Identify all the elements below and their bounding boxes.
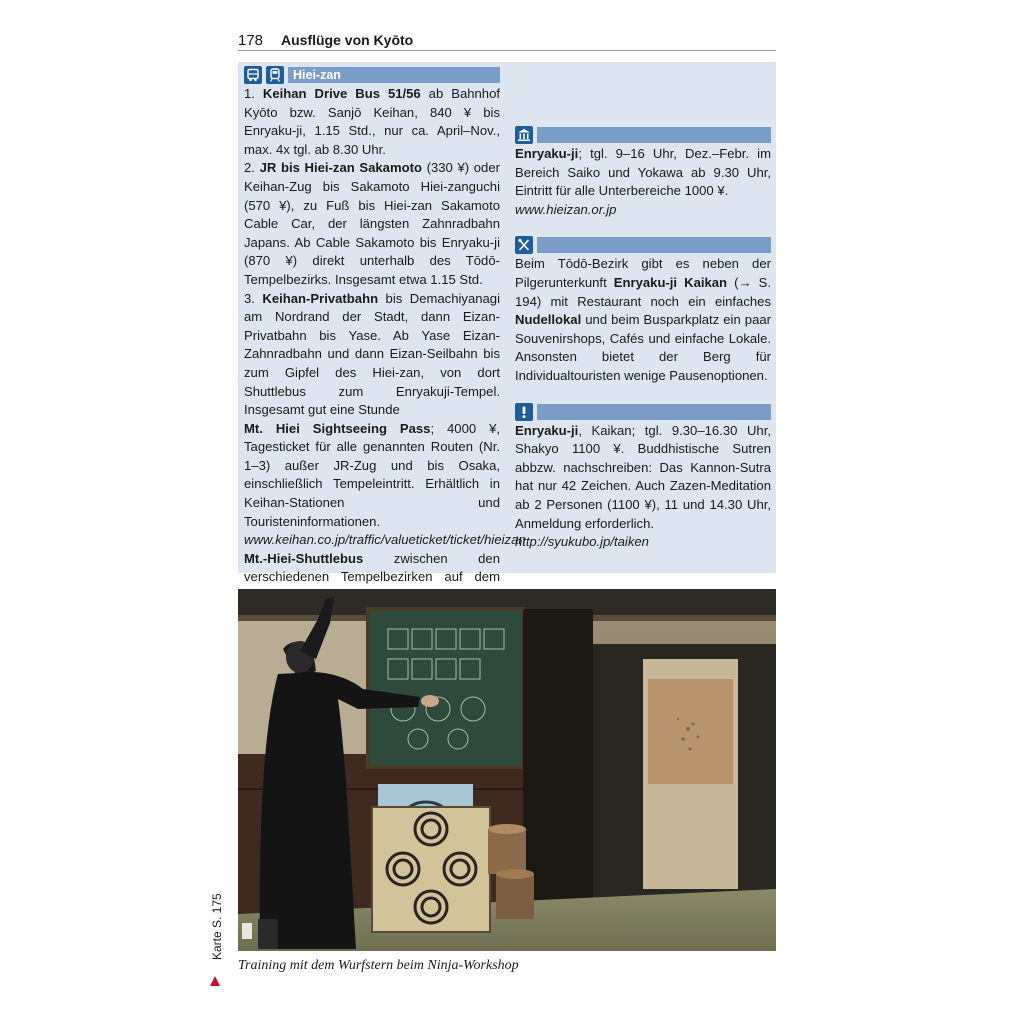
section-header-food [515,236,771,254]
section-title-sight [537,127,771,143]
hieizan-link[interactable]: www.hieizan.or.jp [515,201,617,217]
photo-caption: Training mit dem Wurfstern beim Ninja-Workshop [238,958,519,973]
shuttlebus-info: Mt.-Hiei-Shuttlebus zwischen den verschiedenen Tempelbezirken auf dem [244,550,500,585]
page-number: 178 [238,32,264,49]
bus-icon [244,66,262,84]
shakyo-info: Enryaku-ji, Kaikan; tgl. 9.30–16.30 Uhr, Shakyo 1100 ¥. Buddhistische Sutren abbzw. nachschreiben: Das Kannon-Sutra hat nur 42 Zeichen. Auch Zazen-Meditation ab 2 Personen (1100 ¥), 11 und 14.30 Uhr, Anmeldung erforderlich. [515,422,771,531]
photo-illustration [238,589,776,951]
transport-route-1: 1. Keihan Drive Bus 51/56 ab Bahnhof Kyōto bzw. Sanjō Keihan, 840 ¥ bis Enryaku-ji, 1.15 Std., nur ca. April–Nov., max. 4x tgl. ab 8.30 Uhr. [244,86,501,157]
cutlery-icon [515,236,533,254]
food-info: Beim Tōdō-Bezirk gibt es neben der Pilgerunterkunft Enryaku-ji Kaikan (→ S. 194) mit Restaurant noch ein einfaches Nudellokal und beim Busparkplatz ein paar Souvenirshops, Cafés und einfache Lokale. Ansonsten bietet der Berg für Individualtouristen wenige Pausenoptionen. [515,256,771,383]
sightseeing-pass: Mt. Hiei Sightseeing Pass; 4000 ¥, Tagesticket für alle genannten Routen (Nr. 1–3) außer JR-Zug und bis Osaka, einschließlich Tempeleintritt. Erhältlich in Keihan-Stationen und Touristeninformationen. [244,420,500,529]
section-header-transport [244,66,500,84]
section-title-transport: Hiei-zan [288,67,500,83]
map-reference[interactable]: Karte S. 175 [210,893,224,960]
triangle-marker-icon [207,972,223,988]
museum-icon [515,126,533,144]
info-column-right [515,126,771,552]
section-title-food [537,237,771,253]
transport-route-2: 2. JR bis Hiei-zan Sakamoto (330 ¥) oder Keihan-Zug bis Sakamoto Hiei-zanguchi (570 ¥), zu Fuß bis Hiei-zan Sakamoto Cable Car, der längsten Zahnradbahn Japans. Ab Cable Sakamoto bis Enryaku-ji (870 ¥) direkt unterhalb des Tōdō-Tempelbezirks. Insgesamt etwa 1.15 Std. [244,160,500,287]
enryakuji-hours: Enryaku-ji; tgl. 9–16 Uhr, Dez.–Febr. im Bereich Saiko und Yokawa ab 9.30 Uhr, Eintritt für alle Unterbereiche 1000 ¥. [515,146,771,199]
running-header [238,30,776,51]
keihan-link[interactable]: www.keihan.co.jp/traffic/valueticket/ticket/hieizan [244,532,526,548]
syukubo-link[interactable]: http://syukubo.jp/taiken [515,534,649,550]
train-icon [266,66,284,84]
transport-route-3: 3. Keihan-Privatbahn bis Demachiyanagi am Nordrand der Stadt, dann Eizan-Privatbahn bis Yase. Ab Yase Eizan-Zahnradbahn und dann Eizan-Seilbahn bis zum Gipfel des Hiei-zan, von dort Shuttlebus zum Enryakuji-Tempel. Insgesamt gut eine Stunde [244,290,500,418]
exclamation-icon [515,403,533,421]
info-box [238,62,776,585]
info-column-left [244,66,526,661]
section-header-sight [515,126,771,144]
section-header-tip [515,403,771,421]
running-title: Ausflüge von Kyōto [281,32,414,48]
ninja-workshop-photo [238,589,776,951]
section-title-tip [537,404,771,420]
